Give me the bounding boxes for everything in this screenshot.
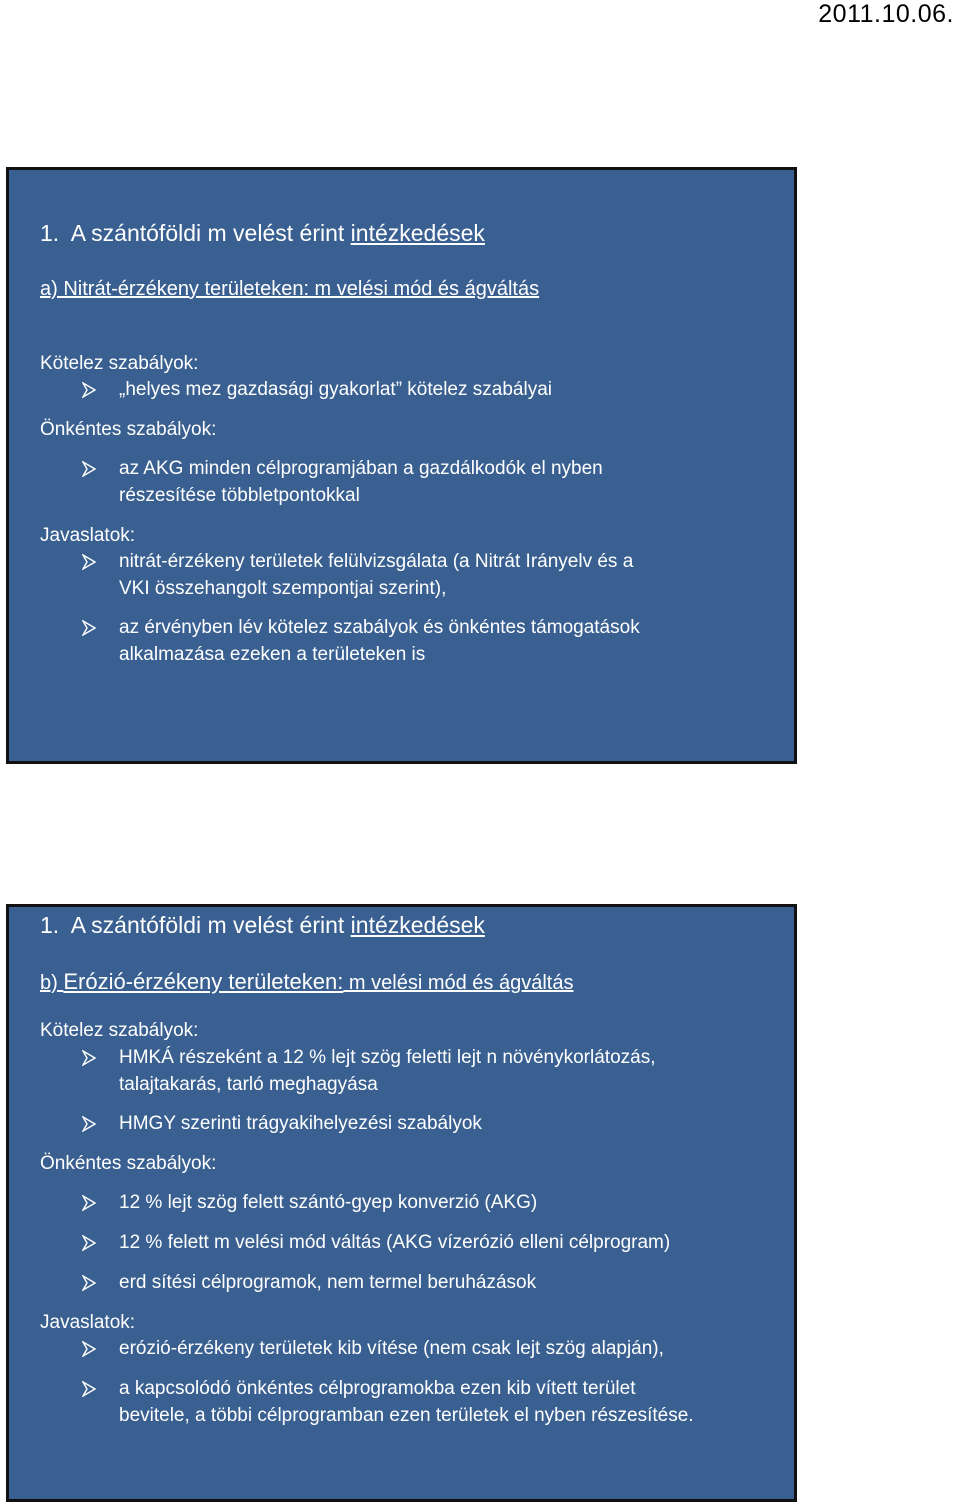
item-line: HMKÁ részeként a 12 % lejt szög feletti lejt n növénykorlátozás, (119, 1047, 656, 1068)
slide-subtitle: a) Nitrát-érzékeny területeken: m velési mód és ágváltás (40, 278, 540, 300)
item-line: bevitele, a többi célprogramban ezen területek el nyben részesítése. (119, 1404, 694, 1426)
title-number: 1. (40, 912, 60, 938)
subtitle-prefix: b) (40, 972, 64, 994)
voluntary-rules-label: Önkéntes szabályok: (40, 419, 217, 440)
item-line: nitrát-érzékeny területek felülvizsgálata (a Nitrát Irányelv és a (119, 551, 634, 572)
title-underlined: intézkedések (350, 220, 485, 246)
proposal-item: erózió-érzékeny területek kib vítése (nem csak lejt szög alapján), (119, 1338, 664, 1359)
item-line: részesítése többletpontokkal (119, 484, 360, 506)
slide-title (40, 912, 485, 939)
arrow-bullet-icon (82, 1275, 96, 1291)
arrow-bullet-icon (82, 554, 96, 570)
arrow-bullet-icon (82, 620, 96, 636)
arrow-bullet-icon (82, 1341, 96, 1357)
subtitle-rest: m velési mód és ágváltás (343, 972, 574, 994)
item-line: az AKG minden célprogramjában a gazdálkodók el nyben (119, 458, 603, 479)
proposal-item (119, 549, 633, 602)
item-line: alkalmazása ezeken a területeken is (119, 643, 426, 665)
item-line: talajtakarás, tarló meghagyása (119, 1073, 378, 1095)
item-line: a kapcsolódó önkéntes célprogramokba ezen kib vített terület (119, 1378, 636, 1399)
slide-1 (6, 167, 797, 764)
arrow-bullet-icon (82, 1195, 96, 1211)
title-text: A szántóföldi m velést érint (70, 912, 351, 938)
mandatory-rules-label: Kötelez szabályok: (40, 353, 199, 374)
arrow-bullet-icon (82, 461, 96, 477)
slide-2 (6, 904, 797, 1502)
slide-title (40, 220, 485, 247)
voluntary-item (119, 456, 603, 509)
proposals-label: Javaslatok: (40, 525, 136, 546)
mandatory-item (119, 1045, 655, 1098)
mandatory-item: HMGY szerinti trágyakihelyezési szabályok (119, 1113, 482, 1134)
voluntary-item: erd sítési célprogramok, nem termel beruházások (119, 1272, 537, 1293)
arrow-bullet-icon (82, 1116, 96, 1132)
page-date: 2011.10.06. (818, 0, 954, 28)
voluntary-item: 12 % felett m velési mód váltás (AKG vízerózió elleni célprogram) (119, 1232, 671, 1253)
proposal-item (119, 615, 640, 668)
arrow-bullet-icon (82, 1050, 96, 1066)
mandatory-rules-label: Kötelez szabályok: (40, 1020, 199, 1041)
item-line: az érvényben lév kötelez szabályok és önkéntes támogatások (119, 617, 640, 638)
voluntary-item: 12 % lejt szög felett szántó-gyep konverzió (AKG) (119, 1192, 538, 1213)
arrow-bullet-icon (82, 1381, 96, 1397)
mandatory-item: „helyes mez gazdasági gyakorlat” kötelez szabályai (119, 379, 552, 400)
title-number: 1. (40, 220, 60, 246)
arrow-bullet-icon (82, 1235, 96, 1251)
item-line: VKI összehangolt szempontjai szerint), (119, 577, 447, 599)
slide-subtitle (40, 968, 573, 997)
voluntary-rules-label: Önkéntes szabályok: (40, 1153, 217, 1174)
proposals-label: Javaslatok: (40, 1312, 136, 1333)
arrow-bullet-icon (82, 382, 96, 398)
proposal-item (119, 1376, 694, 1429)
title-text: A szántóföldi m velést érint (70, 220, 351, 246)
subtitle-highlight: Erózió-érzékeny területeken: (63, 969, 344, 994)
title-underlined: intézkedések (350, 912, 485, 938)
